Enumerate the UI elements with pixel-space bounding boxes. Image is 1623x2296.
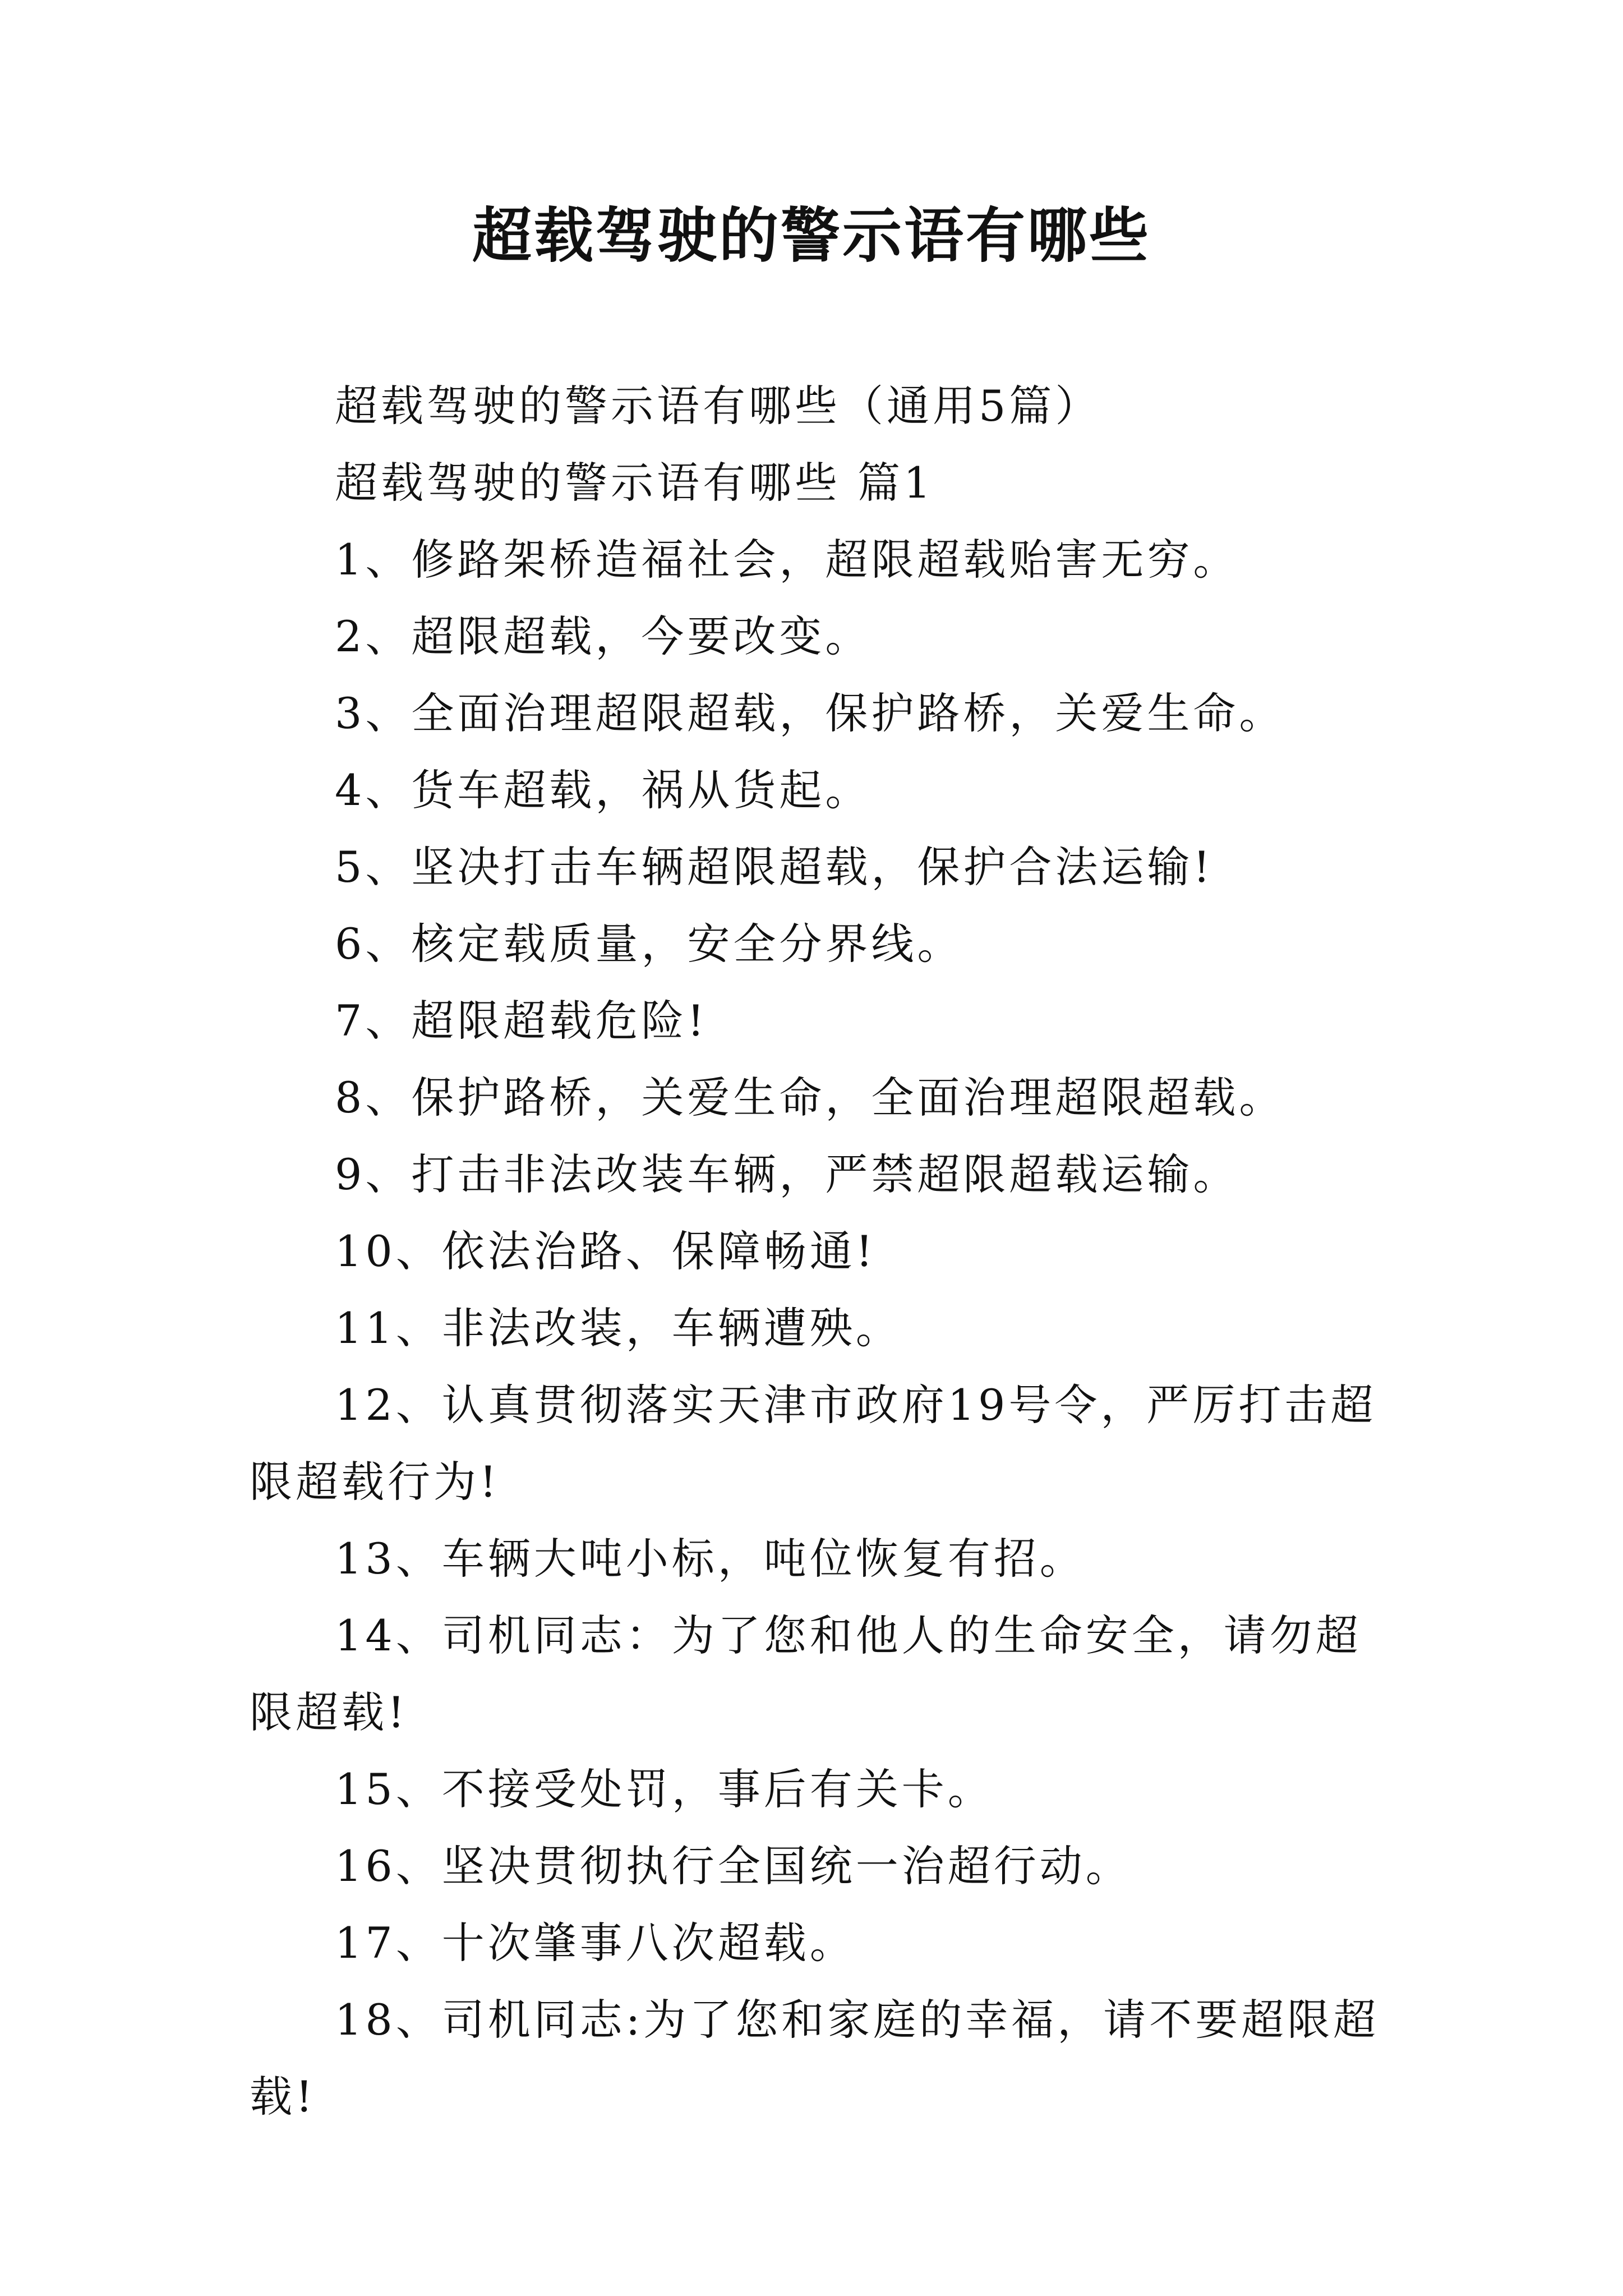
paragraph-item-16: 16、坚决贯彻执行全国统一治超行动。	[335, 1841, 1132, 1891]
paragraph-item-17: 17、十次肇事八次超载。	[335, 1918, 856, 1968]
paragraph-item-15: 15、不接受处罚，事后有关卡。	[335, 1764, 994, 1814]
paragraph-item-14: 14、司机同志：为了您和他人的生命安全，请勿超限超载!	[250, 1611, 1362, 1737]
paragraph-item-4: 4、货车超载，祸从货起。	[335, 765, 872, 815]
document-title: 超载驾驶的警示语有哪些	[472, 200, 1151, 270]
paragraph-item-9: 9、打击非法改装车辆，严禁超限超载运输。	[335, 1149, 1239, 1199]
paragraph-item-5: 5、坚决打击车辆超限超载，保护合法运输!	[335, 842, 1214, 892]
paragraph-subtitle: 超载驾驶的警示语有哪些（通用5篇）	[335, 381, 1101, 431]
paragraph-item-10: 10、依法治路、保障畅通!	[335, 1226, 877, 1276]
paragraph-item-11: 11、非法改装，车辆遭殃。	[335, 1303, 902, 1353]
paragraph-item-12: 12、认真贯彻落实天津市政府19号令，严厉打击超限超载行为!	[250, 1380, 1377, 1507]
paragraph-item-13: 13、车辆大吨小标，吨位恢复有招。	[335, 1534, 1086, 1584]
document-body	[250, 367, 1388, 2135]
paragraph-item-18: 18、司机同志:为了您和家庭的幸福，请不要超限超载!	[250, 1995, 1380, 2122]
paragraph-item-1: 1、修路架桥造福社会，超限超载贻害无穷。	[335, 535, 1239, 585]
paragraph-item-6: 6、核定载质量，安全分界线。	[335, 919, 963, 969]
paragraph-item-3: 3、全面治理超限超载，保护路桥，关爱生命。	[335, 688, 1285, 738]
paragraph-item-7: 7、超限超载危险!	[335, 996, 708, 1046]
paragraph-item-2: 2、超限超载，今要改变。	[335, 611, 872, 661]
paragraph-item-8: 8、保护路桥，关爱生命，全面治理超限超载。	[335, 1073, 1285, 1122]
paragraph-section-heading: 超载驾驶的警示语有哪些 篇1	[335, 458, 934, 508]
